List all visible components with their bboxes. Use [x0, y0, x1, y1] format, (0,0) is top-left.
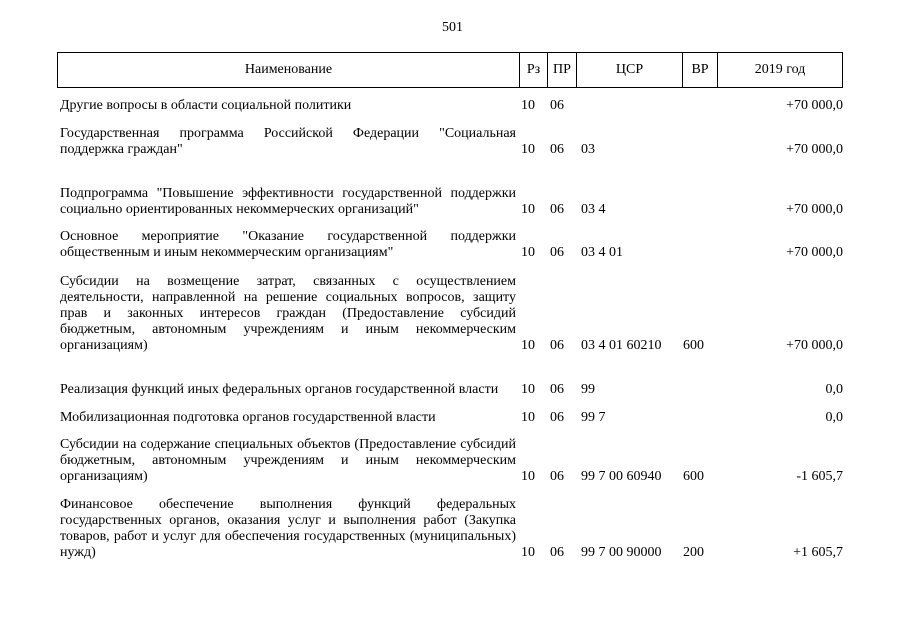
row-rz: 10 — [521, 382, 535, 397]
row-pr: 06 — [550, 338, 564, 353]
row-rz: 10 — [521, 338, 535, 353]
row-rz: 10 — [521, 410, 535, 425]
row-amount: +70 000,0 — [786, 338, 843, 353]
row-name: Другие вопросы в области социальной политики — [60, 98, 352, 113]
row-csr: 99 — [581, 382, 595, 397]
row-name: Мобилизационная подготовка органов государственной власти — [60, 410, 436, 425]
table-row — [0, 410, 905, 426]
row-vr: 600 — [683, 338, 704, 353]
row-rz: 10 — [521, 245, 535, 260]
row-amount: 0,0 — [825, 410, 843, 425]
row-amount: 0,0 — [825, 382, 843, 397]
table-row — [0, 497, 905, 561]
row-name: Субсидии на содержание специальных объектов (Предоставление субсидий бюджетным, автономным учреждениям и иным некоммерческим организациям) — [60, 437, 516, 484]
row-rz: 10 — [521, 545, 535, 560]
row-pr: 06 — [550, 98, 564, 113]
table-header — [57, 52, 843, 88]
row-amount: +70 000,0 — [786, 202, 843, 217]
row-rz: 10 — [521, 469, 535, 484]
row-amount: +70 000,0 — [786, 98, 843, 113]
row-amount: -1 605,7 — [796, 469, 843, 484]
row-pr: 06 — [550, 202, 564, 217]
row-csr: 03 — [581, 142, 595, 157]
row-csr: 03 4 01 60210 — [581, 338, 662, 353]
row-csr: 99 7 00 90000 — [581, 545, 662, 560]
header-pr: ПР — [547, 53, 576, 87]
row-name: Финансовое обеспечение выполнения функций федеральных государственных органов, оказания услуг и выполнения работ (Закупка товаров, работ и услуг для обеспечения государственных (муниципальных) нужд) — [60, 497, 516, 560]
header-name: Наименование — [244, 62, 333, 77]
header-rz: Рз — [519, 53, 547, 87]
table-row — [0, 229, 905, 261]
header-csr: ЦСР — [576, 53, 682, 87]
page-number: 501 — [442, 20, 463, 35]
table-row — [0, 274, 905, 354]
row-pr: 06 — [550, 410, 564, 425]
header-year: 2019 год — [717, 53, 842, 87]
table-row — [0, 366, 905, 398]
row-amount: +70 000,0 — [786, 245, 843, 260]
table-row — [0, 98, 905, 114]
row-rz: 10 — [521, 202, 535, 217]
table-row — [0, 126, 905, 158]
row-pr: 06 — [550, 142, 564, 157]
row-pr: 06 — [550, 545, 564, 560]
row-csr: 99 7 — [581, 410, 606, 425]
row-name: Подпрограмма "Повышение эффективности государственной поддержки социально ориентированных некоммерческих организаций" — [60, 186, 516, 217]
row-pr: 06 — [550, 245, 564, 260]
row-name: Реализация функций иных федеральных органов государственной власти — [60, 382, 499, 397]
row-name: Субсидии на возмещение затрат, связанных с осуществлением деятельности, направленной на решение социальных вопросов, защиту прав и законных интересов граждан (Предоставление субсидий бюджетным, автономным учреждениям и иным некоммерческим организациям) — [60, 274, 516, 353]
row-vr: 600 — [683, 469, 704, 484]
table-row — [0, 170, 905, 218]
row-pr: 06 — [550, 382, 564, 397]
header-vr: ВР — [682, 53, 717, 87]
row-csr: 99 7 00 60940 — [581, 469, 662, 484]
row-pr: 06 — [550, 469, 564, 484]
row-csr: 03 4 — [581, 202, 606, 217]
row-name: Государственная программа Российской Федерации "Социальная поддержка граждан" — [60, 126, 516, 157]
row-rz: 10 — [521, 142, 535, 157]
row-vr: 200 — [683, 545, 704, 560]
row-rz: 10 — [521, 98, 535, 113]
row-amount: +70 000,0 — [786, 142, 843, 157]
row-name: Основное мероприятие "Оказание государственной поддержки общественным и иным некоммерческим организациям" — [60, 229, 516, 260]
table-row — [0, 437, 905, 485]
row-amount: +1 605,7 — [793, 545, 843, 560]
row-csr: 03 4 01 — [581, 245, 623, 260]
